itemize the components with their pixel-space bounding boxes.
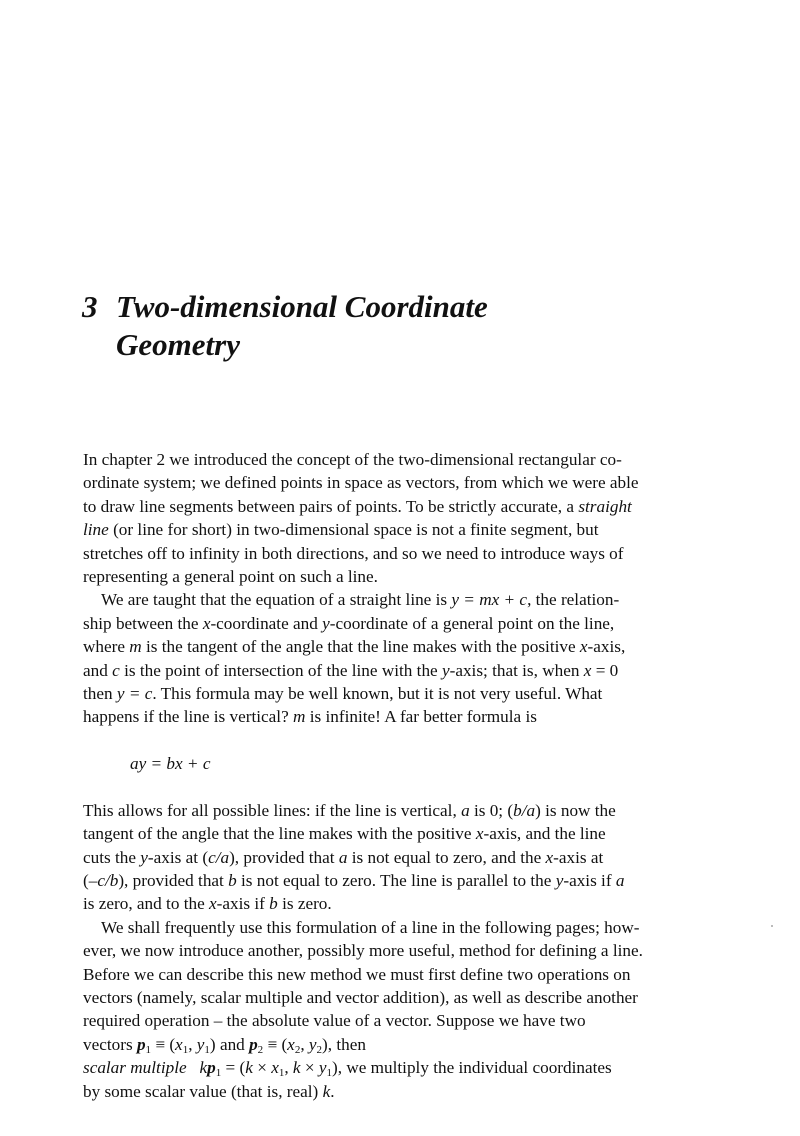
math: m	[129, 637, 142, 657]
text: -axis if	[216, 894, 270, 914]
math: x	[579, 637, 588, 657]
math: x	[209, 894, 217, 914]
math: b	[228, 871, 237, 891]
text: . This formula may be well known, but it is not very useful. What	[152, 683, 603, 703]
text: -axis, and the line	[483, 824, 606, 844]
text-line	[83, 612, 723, 635]
text-line	[83, 1056, 723, 1079]
text: ) and	[209, 1034, 250, 1054]
math: y = mx + c	[451, 590, 528, 610]
subscript: 2	[257, 1043, 264, 1056]
text-line	[83, 869, 723, 892]
text: is infinite! A far better formula is	[305, 707, 537, 727]
text: This allows for all possible lines: if the line is vertical,	[83, 800, 462, 820]
text: happens if the line is vertical?	[83, 707, 293, 727]
text: then	[83, 683, 117, 703]
text: is 0; (	[469, 800, 514, 820]
math: y	[308, 1034, 317, 1054]
text: ship between the	[83, 613, 203, 633]
text: ), we multiply the individual coordinates	[332, 1058, 612, 1078]
text-line	[83, 892, 723, 915]
math: a	[461, 800, 470, 820]
text: , the relation-	[527, 590, 620, 610]
text-line	[83, 659, 723, 682]
paragraph-vector-operations	[83, 916, 723, 1103]
spacer	[83, 775, 723, 798]
text: is zero, and to the	[83, 894, 210, 914]
text: ≡ (	[263, 1034, 288, 1054]
math: y	[318, 1058, 327, 1078]
text: is zero.	[277, 894, 332, 914]
text-line	[83, 635, 723, 658]
math: y	[196, 1034, 205, 1054]
math: y	[441, 660, 450, 680]
text-line: stretches off to infinity in both directions, and so we need to introduce ways of	[83, 543, 624, 563]
text: -axis if	[563, 871, 616, 891]
definition-label: scalar multiple	[83, 1058, 187, 1078]
text: ×	[252, 1058, 272, 1078]
text: ×	[300, 1058, 319, 1078]
math: k	[322, 1081, 331, 1101]
text: -coordinate of a general point on the line,	[329, 613, 615, 633]
math: y	[555, 871, 564, 891]
text: .	[330, 1081, 335, 1101]
math: x	[287, 1034, 295, 1054]
text-line	[83, 822, 723, 845]
text: vectors	[83, 1034, 137, 1054]
math: b/a	[513, 800, 536, 820]
math: –c/b	[88, 871, 119, 891]
text-line	[83, 799, 723, 822]
text-line	[83, 1080, 723, 1103]
text: (	[83, 871, 89, 891]
text-line: vectors (namely, scalar multiple and vector addition), as well as describe another	[83, 987, 638, 1007]
text-line: representing a general point on such a line.	[83, 566, 378, 586]
text-line: We shall frequently use this formulation of a line in the following pages; how-	[101, 917, 640, 937]
subscript: 2	[316, 1043, 323, 1056]
paragraph-intro	[83, 448, 723, 588]
text: is the tangent of the angle that the line makes with the positive	[141, 637, 580, 657]
text: We are taught that the equation of a straight line is	[101, 590, 452, 610]
math: a	[615, 871, 625, 891]
spacer	[83, 729, 723, 752]
math: k	[245, 1058, 253, 1078]
paragraph-general-form	[83, 799, 723, 916]
subscript: 1	[215, 1067, 222, 1080]
math: c	[112, 660, 120, 680]
text: cuts the	[83, 847, 141, 867]
text: and	[83, 660, 113, 680]
math: k	[292, 1058, 301, 1078]
text: to draw line segments between pairs of points. To be strictly accurate, a	[83, 496, 579, 516]
chapter-title-line-2: Geometry	[116, 327, 240, 362]
math: y	[322, 613, 330, 633]
math: x	[271, 1058, 279, 1078]
math: c/a	[208, 847, 230, 867]
math: m	[293, 707, 306, 727]
math: y	[140, 847, 148, 867]
text-line	[83, 495, 723, 518]
text: (or line for short) in two-dimensional space is not a finite segment, but	[108, 520, 599, 540]
text: = 0	[591, 660, 619, 680]
term-line: line	[83, 520, 109, 540]
math: x	[175, 1034, 183, 1054]
text: -coordinate and	[210, 613, 323, 633]
text-line: Before we can describe this new method we must first define two operations on	[83, 964, 631, 984]
text: is not equal to zero. The line is parallel to the	[236, 871, 556, 891]
term-straight: straight	[578, 496, 632, 516]
text: is the point of intersection of the line with the	[119, 660, 442, 680]
text: is not equal to zero, and the	[347, 847, 546, 867]
text: ≡ (	[151, 1034, 176, 1054]
text-line	[83, 846, 723, 869]
subscript: 1	[145, 1043, 152, 1056]
text: ), provided that	[229, 847, 339, 867]
text-line	[83, 518, 723, 541]
chapter-title	[116, 288, 636, 364]
text: tangent of the angle that the line makes with the positive	[83, 824, 476, 844]
text-line: In chapter 2 we introduced the concept of the two-dimensional rectangular co-	[83, 450, 622, 469]
chapter-number: 3	[82, 289, 98, 324]
math: y = c	[116, 683, 153, 703]
text-line: required operation – the absolute value of a vector. Suppose we have two	[83, 1011, 586, 1031]
vector-p: p	[249, 1034, 258, 1054]
math: x	[475, 824, 484, 844]
text: ) is now the	[535, 800, 616, 820]
vector-p: p	[136, 1034, 146, 1054]
text: where	[83, 637, 130, 657]
text: ), then	[322, 1034, 366, 1054]
equation: ay = bx + c	[130, 754, 211, 774]
text-line: vectors $p_1 \equiv (x_1$, $y_1$) and $p_2 \equiv (x_2$, $y_2$), then	[83, 1034, 366, 1056]
subscript: 1	[326, 1067, 332, 1080]
text: ), provided that	[118, 871, 229, 891]
math: k	[199, 1058, 208, 1078]
text: -axis at (	[147, 847, 209, 867]
text-line	[83, 682, 723, 705]
text-line	[83, 705, 723, 728]
text-line: ever, we now introduce another, possibly more useful, method for defining a line.	[83, 941, 643, 961]
subscript: 1	[278, 1067, 285, 1080]
subscript: 2	[294, 1043, 301, 1056]
math: x	[583, 660, 592, 680]
display-equation	[83, 752, 723, 775]
text: -axis at	[553, 847, 604, 867]
subscript: 1	[204, 1043, 210, 1056]
paragraph-slope-intercept	[83, 588, 723, 728]
chapter-title-line-1: Two-dimensional Coordinate	[116, 289, 488, 324]
math: a	[338, 847, 348, 867]
math: x	[545, 847, 554, 867]
math: b	[269, 894, 278, 914]
text: -axis; that is, when	[449, 660, 584, 680]
text: = (	[221, 1058, 246, 1078]
subscript: 1	[182, 1043, 189, 1056]
text-line: ordinate system; we defined points in space as vectors, from which we were able	[83, 473, 639, 493]
text-line	[83, 588, 723, 611]
scan-speck	[771, 925, 773, 927]
text: -axis,	[587, 637, 626, 657]
text: by some scalar value (that is, real)	[83, 1081, 323, 1101]
math: x	[202, 613, 211, 633]
text: ,	[284, 1058, 293, 1078]
vector-p: p	[207, 1058, 216, 1078]
body-text	[83, 448, 723, 1103]
